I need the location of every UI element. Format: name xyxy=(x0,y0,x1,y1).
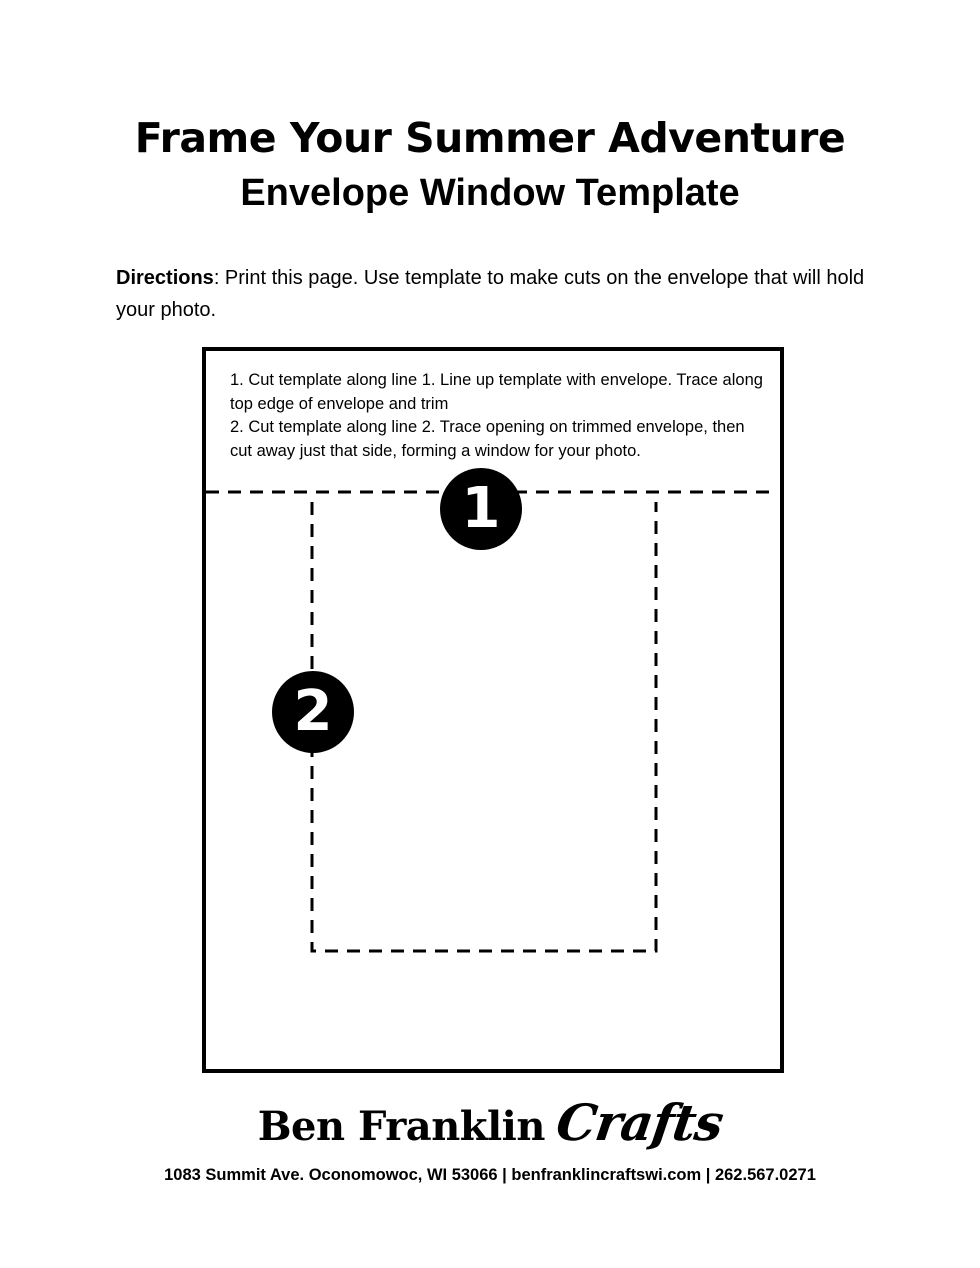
line-1-badge: 1 xyxy=(440,468,522,550)
template-instructions xyxy=(230,369,770,463)
page-subtitle: Envelope Window Template xyxy=(240,172,740,214)
brand-logo xyxy=(0,1093,980,1152)
directions-text: : Print this page. Use template to make cuts on the envelope that will hold your photo. xyxy=(116,267,865,321)
page-title: Frame Your Summer Adventure xyxy=(134,114,846,162)
instruction-step-1: 1. Cut template along line 1. Line up template with envelope. Trace along top edge of envelope and trim xyxy=(230,371,763,413)
instruction-step-2: 2. Cut template along line 2. Trace opening on trimmed envelope, then cut away just that side, forming a window for your photo. xyxy=(230,418,745,460)
footer-contact: 1083 Summit Ave. Oconomowoc, WI 53066 | benfranklincraftswi.com | 262.567.0271 xyxy=(164,1166,816,1184)
logo-script: Crafts xyxy=(552,1093,727,1152)
directions-label: Directions xyxy=(116,267,214,289)
logo-wordmark: Ben Franklin xyxy=(257,1103,545,1150)
directions-paragraph xyxy=(116,262,866,326)
line-2-badge: 2 xyxy=(272,671,354,753)
